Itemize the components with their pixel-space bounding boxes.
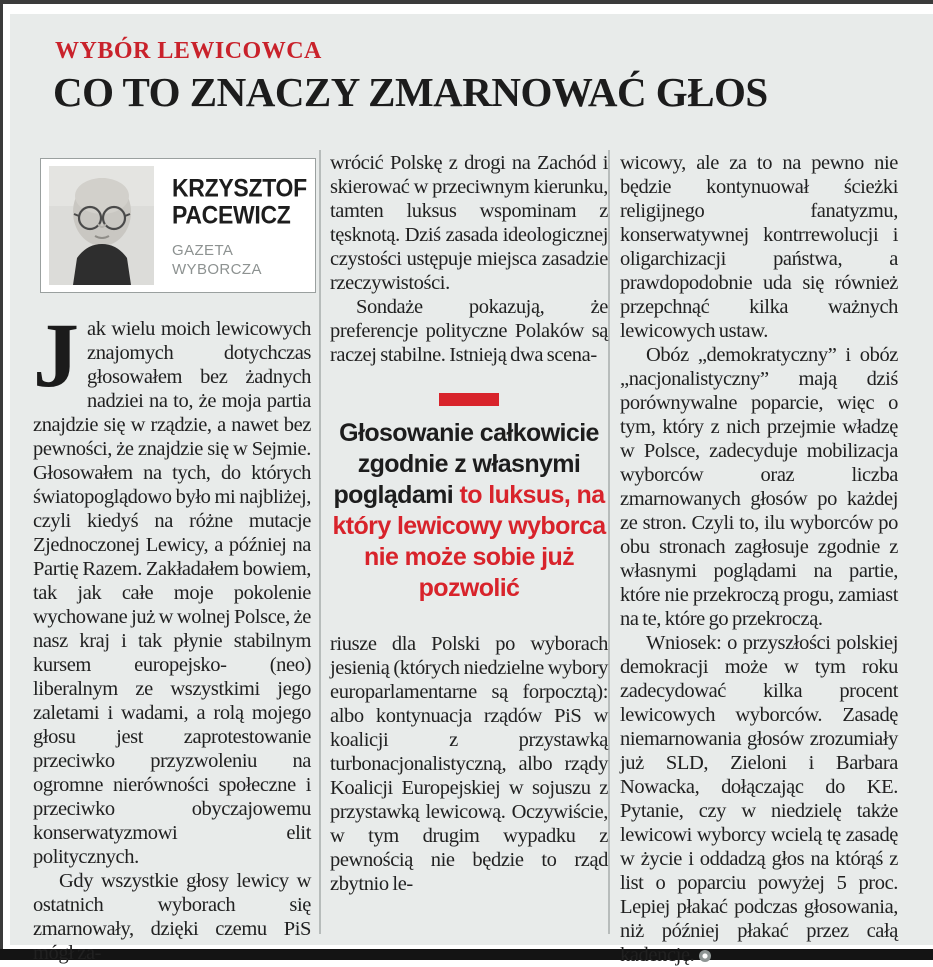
paragraph-text: ak wielu moich lewicowych znajomych dotychczas głosowałem bez żadnych nadziei na to, że moja partia znajdzie się w rządzie, a nawet bez pewności, że znajdzie się w Sejmie. Głosowałem na tych, do których światopoglądowo było mi najbliżej, czyli kiedyś na różne mutacje Zjednoczonej Lewicy, a później na Partię Razem. Zakładałem bowiem, tak jak całe moje pokolenie wychowane już w wolnej Polsce, że nasz kraj i tak płynie stabilnym kursem europejsko- (neo) liberalnym ze wszystkimi jego zaletami i wadami, a rolą mojego głosu jest zaprotestowanie przeciwko przyzwoleniu na ogromne nierówności społeczne i przeciwko obyczajowemu konserwatyzmowi elit politycznych. bbox=[33, 318, 311, 868]
author-name-line2: PACEWICZ bbox=[172, 200, 291, 229]
author-portrait-photo bbox=[49, 166, 154, 285]
author-affiliation-line1: GAZETA bbox=[172, 242, 234, 259]
pull-quote-bar bbox=[439, 393, 499, 406]
pull-quote bbox=[330, 393, 608, 604]
column-divider-1 bbox=[319, 150, 321, 934]
paragraph: Obóz „demokratyczny” i obóz „nacjonalistyczny” mają dziś porównywalne poparcie, więc o tym, który z nich przejmie władzę w Polsce, zadecyduje mobilizacja wyborców oraz liczba zmarnowanych głosów po każdej ze stron. Czyli to, ilu wyborców po obu stronach zagłosuje zgodnie z własnymi poglądami na partie, które nie przekroczą progu, zamiast na te, które go przekroczą. bbox=[620, 344, 898, 630]
paragraph: wicowy, ale za to na pewno nie będzie kontynuował ścieżki religijnego fanatyzmu, konserwatywnej kontrrewolucji i oligarchizacji państwa, a prawdopodobnie uda się również przepchnąć kilka ważnych lewicowych ustaw. bbox=[620, 152, 898, 342]
author-box bbox=[40, 158, 316, 293]
article-column-1 bbox=[33, 304, 311, 965]
top-rule bbox=[0, 0, 933, 4]
article-column-2 bbox=[330, 151, 608, 896]
paragraph: wrócić Polskę z drogi na Zachód i skierować w przeciwnym kierunku, tamten luksus wspominam z tęsknotą. Dziś zasada ideologicznej czystości ustępuje miejsca zasadzie rzeczywistości. bbox=[330, 152, 608, 294]
left-rule bbox=[0, 0, 3, 960]
author-name-line1: KRZYSZTOF bbox=[172, 173, 307, 202]
paragraph: riusze dla Polski po wyborach jesienią (których niedzielne wybory europarlamentarne są forpocztą): albo kontynuacja rządów PiS w koalicji z przystawką turbonacjonalistyczną, albo rządy Koalicji Europejskiej w sojuszu z przystawką lewicową. Oczywiście, w tym drugim wypadku z pewnością nie będzie to rząd zbytnio le- bbox=[330, 633, 608, 895]
pull-quote-text bbox=[330, 418, 608, 604]
page-title: CO TO ZNACZY ZMARNOWAĆ GŁOS bbox=[53, 69, 768, 115]
author-affiliation-line2: WYBORCZA bbox=[172, 261, 262, 278]
paragraph: Gdy wszystkie głosy lewicy w ostatnich wyborach się zmarnowały, dzięki czemu PiS mógł za- bbox=[33, 870, 311, 964]
paragraph-text: Wniosek: o przyszłości polskiej demokracji może w tym roku zadecydować kilka procent lewicowych wyborców. Zasadę niemarnowania głosów zrozumiały już SLD, Zieloni i Barbara Nowacka, dołączając do KE. Pytanie, czy w niedzielę także lewicowi wyborcy wcielą tę zasadę w życie i oddadzą głos na którąś z list o poparciu powyżej 5 proc. Lepiej płakać podczas głosowania, niż później płakać przez całą kadencję. bbox=[620, 632, 898, 966]
pull-quote-red-text: to luksus, na który lewicowy wyborca nie może sobie już pozwolić bbox=[332, 481, 606, 602]
paragraph bbox=[33, 304, 311, 869]
paragraph bbox=[620, 631, 898, 967]
article-panel bbox=[10, 14, 933, 966]
column-divider-2 bbox=[608, 150, 610, 934]
author-affiliation bbox=[172, 241, 307, 279]
article-column-3 bbox=[620, 151, 898, 967]
pull-quote-black-text: Głosowanie całkowicie zgodnie z własnymi poglądami bbox=[333, 419, 599, 509]
kicker: WYBÓR LEWICOWCA bbox=[55, 38, 322, 64]
author-name bbox=[172, 175, 307, 229]
article-end-icon bbox=[699, 950, 711, 962]
drop-cap: J bbox=[33, 304, 79, 406]
paragraph: Sondaże pokazują, że preferencje polityczne Polaków są raczej stabilne. Istnieją dwa scena- bbox=[330, 296, 608, 366]
